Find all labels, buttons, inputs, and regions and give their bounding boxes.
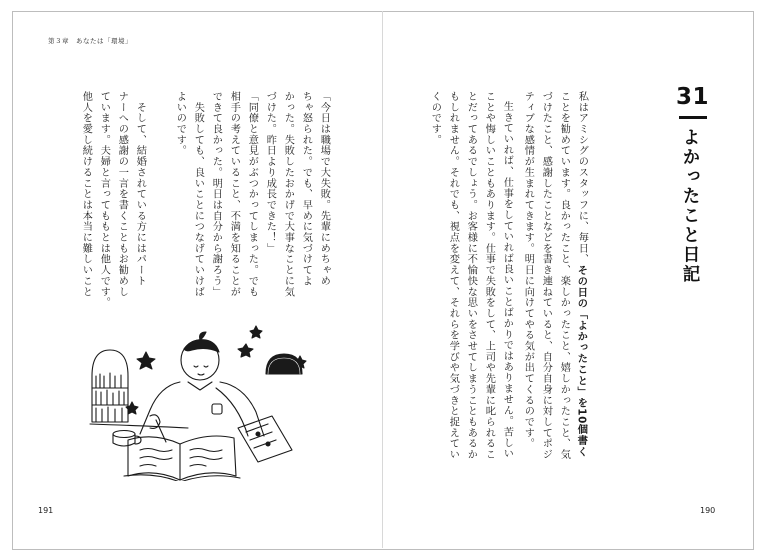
entry-number-rule: [679, 116, 707, 119]
entry-number: 31: [676, 84, 710, 110]
left-quote-line-8: 失敗しても、良いことにつなげていけば: [192, 91, 204, 298]
left-quote-line-6: 相手の考えていること、不満を知ることが: [228, 91, 240, 298]
left-quote-line-4: づけた。昨日より成長できた！」: [264, 91, 276, 254]
right-para2-line-4: もしれません。それでも、視点を変えて、それらを学びや気づきと捉えてい: [447, 91, 459, 460]
right-para1-line-1: [572, 91, 590, 457]
left-quote-line-3: かった。失敗したおかげで大事なことに気: [282, 91, 294, 298]
page-gutter: [382, 11, 383, 548]
right-para1-line-4: ティブな感情が生まれてきます。明日に向けてやる気が出てくるのです。: [522, 91, 534, 450]
left-quote-line-2: ちゃ怒られた。でも、早めに気づけてよ: [300, 91, 312, 287]
page-number-left: 191: [38, 506, 54, 515]
diary-writing-illustration: [88, 316, 333, 481]
right-para2-line-3: とだってあるでしょう。お客様に不愉快な思いをさせてしまうこともあるか: [465, 91, 477, 460]
left-quote-line-5: 「同僚と意見がぶつかってしまった。でも: [246, 91, 258, 298]
left-para-line-4: 他人を愛し続けることは本当に難しいこと: [80, 91, 92, 298]
right-para2-line-1: 生きていれば、仕事をしていれば良いことばかりではありません。苦しい: [501, 101, 513, 460]
right-para2-line-2: ことや悔しいこともあります。仕事で失敗をして、上司や先輩に叱られるこ: [483, 91, 495, 460]
left-para-line-2: ナーへの感謝の一言を書くこともお勧めし: [116, 91, 128, 298]
right-para1-line-2: ことを勧めています。良かったこと、楽しかったこと、嬉しかったこと、気: [558, 91, 570, 460]
right-para2-line-5: くのです。: [429, 91, 441, 146]
left-para-line-1: そして、結婚されている方にはパート: [134, 91, 146, 287]
left-quote-line-1: 「今日は職場で大失敗。先輩にめちゃめ: [318, 91, 330, 287]
left-para-line-3: ています。夫婦と言ってももとは他人です。: [98, 91, 110, 308]
page-number-right: 190: [700, 506, 716, 515]
left-quote-line-7: できて良かった。明日は自分から謝ろう」: [210, 91, 222, 298]
text-run: 私はアミシグのスタッフに、毎日、: [576, 91, 588, 265]
left-quote-line-9: よいのです。: [174, 91, 186, 157]
right-para1-line-3: づけたこと、感謝したことなどを書き連ねていると、自分自身に対してポジ: [540, 91, 552, 460]
chapter-header: 第３章 あなたは「環境」: [48, 37, 132, 45]
bold-text-run: その日の「よかったこと」を10個書く: [575, 264, 588, 458]
entry-title: よかったこと日記: [680, 128, 700, 284]
